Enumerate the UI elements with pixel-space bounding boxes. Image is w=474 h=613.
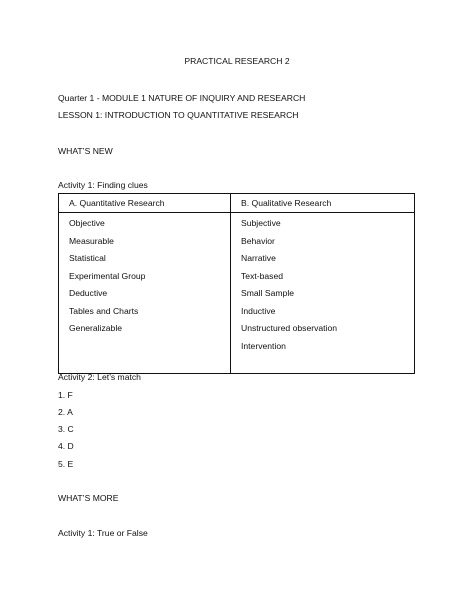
list-item: Tables and Charts: [69, 305, 139, 316]
lesson-heading: LESSON 1: INTRODUCTION TO QUANTITATIVE RESEARCH: [58, 110, 299, 120]
section-heading-whats-more: WHAT’S MORE: [58, 493, 119, 503]
table-header-qualitative: B. Qualitative Research: [231, 194, 415, 213]
list-item: Measurable: [69, 235, 114, 246]
list-item: Small Sample: [241, 288, 295, 298]
list-item: Text-based: [241, 270, 284, 281]
list-item: Generalizable: [69, 323, 123, 333]
answer-item: 4. D: [58, 441, 74, 451]
list-item: Inductive: [241, 305, 276, 316]
activity-1-heading: Activity 1: Finding clues: [58, 180, 148, 190]
list-item: Objective: [69, 218, 105, 228]
list-item: Deductive: [69, 288, 108, 298]
activity-true-false-heading: Activity 1: True or False: [58, 528, 148, 538]
clues-table: [58, 193, 415, 374]
answer-item: 2. A: [58, 407, 73, 417]
list-item: Behavior: [241, 235, 275, 246]
answer-item: 1. F: [58, 390, 73, 400]
answer-item: 3. C: [58, 424, 74, 434]
section-heading-whats-new: WHAT’S NEW: [58, 146, 113, 156]
table-header-row: [59, 194, 415, 213]
qualitative-items-cell: [231, 213, 415, 374]
answer-item: 5. E: [58, 459, 74, 469]
list-item: Narrative: [241, 253, 276, 263]
table-body-row: [59, 213, 415, 374]
list-item: Statistical: [69, 253, 106, 263]
list-item: Experimental Group: [69, 270, 146, 281]
page-title: PRACTICAL RESEARCH 2: [184, 56, 290, 66]
list-item: Subjective: [241, 218, 281, 228]
activity-2-heading: Activity 2: Let’s match: [58, 372, 141, 382]
quantitative-items-cell: [59, 213, 231, 374]
list-item: Intervention: [241, 340, 286, 351]
table-header-quantitative: A. Quantitative Research: [59, 194, 231, 213]
quarter-heading: Quarter 1 - MODULE 1 NATURE OF INQUIRY AND RESEARCH: [58, 93, 306, 103]
list-item: Unstructured observation: [241, 323, 338, 333]
